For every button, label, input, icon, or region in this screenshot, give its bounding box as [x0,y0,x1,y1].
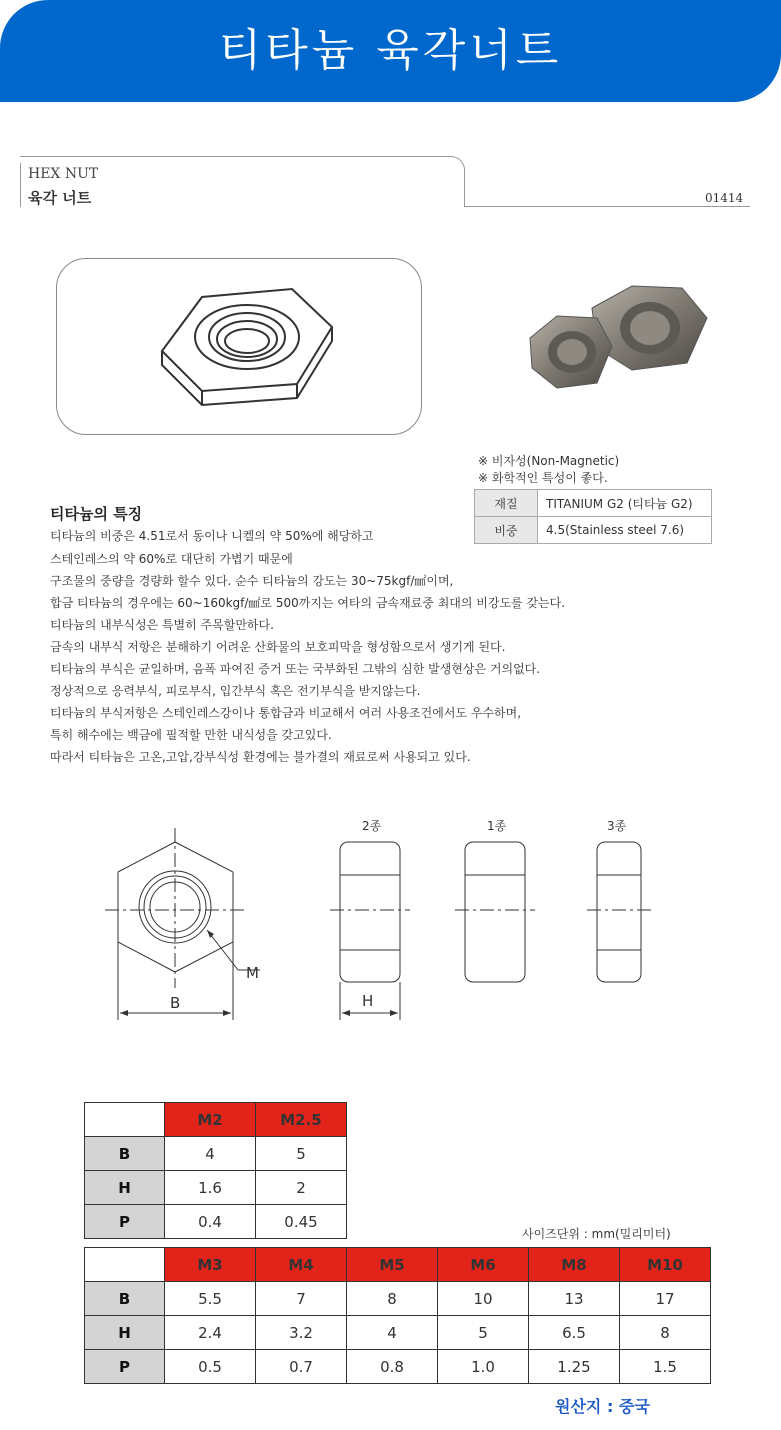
table-cell: 6.5 [529,1316,620,1350]
spec-value: TITANIUM G2 (티타늄 G2) [538,490,712,517]
table-cell: 0.8 [347,1350,438,1384]
features-title: 티타늄의 특징 [50,505,143,523]
row-header: P [85,1205,165,1239]
table-row [85,1137,347,1171]
size-table-small [84,1102,347,1239]
type3-label: 3종 [607,819,627,833]
note-non-magnetic: ※ 비자성(Non-Magnetic) [478,454,620,468]
feature-line: 티타늄의 부식저항은 스테인레스강이나 통합금과 비교해서 여러 사용조건에서도 우수하며, [50,706,522,720]
section-underline [464,206,750,207]
section-title-en: HEX NUT [28,166,99,182]
feature-line: 티타늄의 부식은 균일하며, 음폭 파여진 증거 또는 국부화된 그밖의 심한 발생현상은 거의없다. [50,662,541,676]
m-label: M [246,964,259,982]
technical-drawing [100,810,680,1030]
product-code: 01414 [705,191,744,205]
feature-line: 티타늄의 비중은 4.51로서 동이나 니켈의 약 50%에 해당하고 [50,529,374,543]
titanium-nut-photo [512,278,722,404]
table-cell: 5.5 [165,1282,256,1316]
spec-row [475,517,712,544]
column-header: M4 [256,1248,347,1282]
origin-label: 원산지 : 중국 [555,1397,650,1416]
unit-note: 사이즈단위 : mm(밀리미터) [522,1227,671,1241]
table-header-row [85,1103,347,1137]
spec-row [475,490,712,517]
feature-line: 따라서 티타늄은 고온,고압,강부식성 환경에는 불가결의 재료로써 사용되고 있다. [50,750,471,764]
table-cell: 17 [620,1282,711,1316]
table-cell: 0.45 [256,1205,347,1239]
column-header: M6 [438,1248,529,1282]
spec-table [474,489,712,544]
nut-sketch-panel [56,258,422,435]
feature-line: 티타늄의 내부식성은 특별히 주목할만하다. [50,618,274,632]
table-cell: 5 [438,1316,529,1350]
page-title: 티타늄 육각너트 [218,25,563,76]
row-header: B [85,1137,165,1171]
table-row [85,1350,711,1384]
b-label: B [170,994,181,1012]
h-label: H [362,992,374,1010]
side-view-type3 [597,842,641,982]
table-cell: 1.0 [438,1350,529,1384]
table-cell: 4 [347,1316,438,1350]
side-view-type1 [465,842,525,982]
table-cell: 3.2 [256,1316,347,1350]
spec-label: 비중 [475,517,538,544]
table-cell: 1.5 [620,1350,711,1384]
corner-cell [85,1248,165,1282]
table-header-row [85,1248,711,1282]
size-table-large [84,1247,711,1384]
table-cell: 4 [165,1137,256,1171]
feature-line: 특히 해수에는 백금에 필적할 만한 내식성을 갖고있다. [50,728,332,742]
hex-nut-sketch [57,259,421,434]
row-header: H [85,1171,165,1205]
table-cell: 10 [438,1282,529,1316]
row-header: B [85,1282,165,1316]
feature-line: 구조물의 중량을 경량화 할수 있다. 순수 티타늄의 강도는 30~75kgf/㎟이며, [50,574,454,588]
type1-label: 1종 [487,819,507,833]
row-header: H [85,1316,165,1350]
column-header: M2 [165,1103,256,1137]
table-cell: 2.4 [165,1316,256,1350]
section-title-ko: 육각 너트 [28,189,92,207]
table-cell: 0.7 [256,1350,347,1384]
table-cell: 1.25 [529,1350,620,1384]
table-row [85,1205,347,1239]
spec-label: 재질 [475,490,538,517]
column-header: M10 [620,1248,711,1282]
note-chemical: ※ 화학적인 특성이 좋다. [478,471,608,485]
corner-cell [85,1103,165,1137]
table-cell: 1.6 [165,1171,256,1205]
table-cell: 13 [529,1282,620,1316]
feature-line: 정상적으로 응력부식, 피로부식, 입간부식 혹은 전기부식을 받지않는다. [50,684,421,698]
type2-label: 2종 [362,819,382,833]
section-tab-edge [20,163,21,207]
spec-value: 4.5(Stainless steel 7.6) [538,517,712,544]
header-banner [0,0,781,102]
table-cell: 5 [256,1137,347,1171]
side-view-type2 [340,842,400,982]
table-row [85,1282,711,1316]
table-cell: 8 [347,1282,438,1316]
feature-line: 스테인레스의 약 60%로 대단히 가볍기 때문에 [50,552,293,566]
table-cell: 2 [256,1171,347,1205]
column-header: M2.5 [256,1103,347,1137]
table-cell: 8 [620,1316,711,1350]
table-row [85,1316,711,1350]
table-cell: 0.5 [165,1350,256,1384]
table-row [85,1171,347,1205]
column-header: M5 [347,1248,438,1282]
feature-line: 금속의 내부식 저항은 분해하기 어려운 산화물의 보호피막을 형성함으로서 생기게 된다. [50,640,506,654]
table-cell: 0.4 [165,1205,256,1239]
row-header: P [85,1350,165,1384]
feature-line: 합금 티타늄의 경우에는 60~160kgf/㎟로 500까지는 여타의 금속재료중 최대의 비강도를 갖는다. [50,596,566,610]
column-header: M8 [529,1248,620,1282]
column-header: M3 [165,1248,256,1282]
table-cell: 7 [256,1282,347,1316]
